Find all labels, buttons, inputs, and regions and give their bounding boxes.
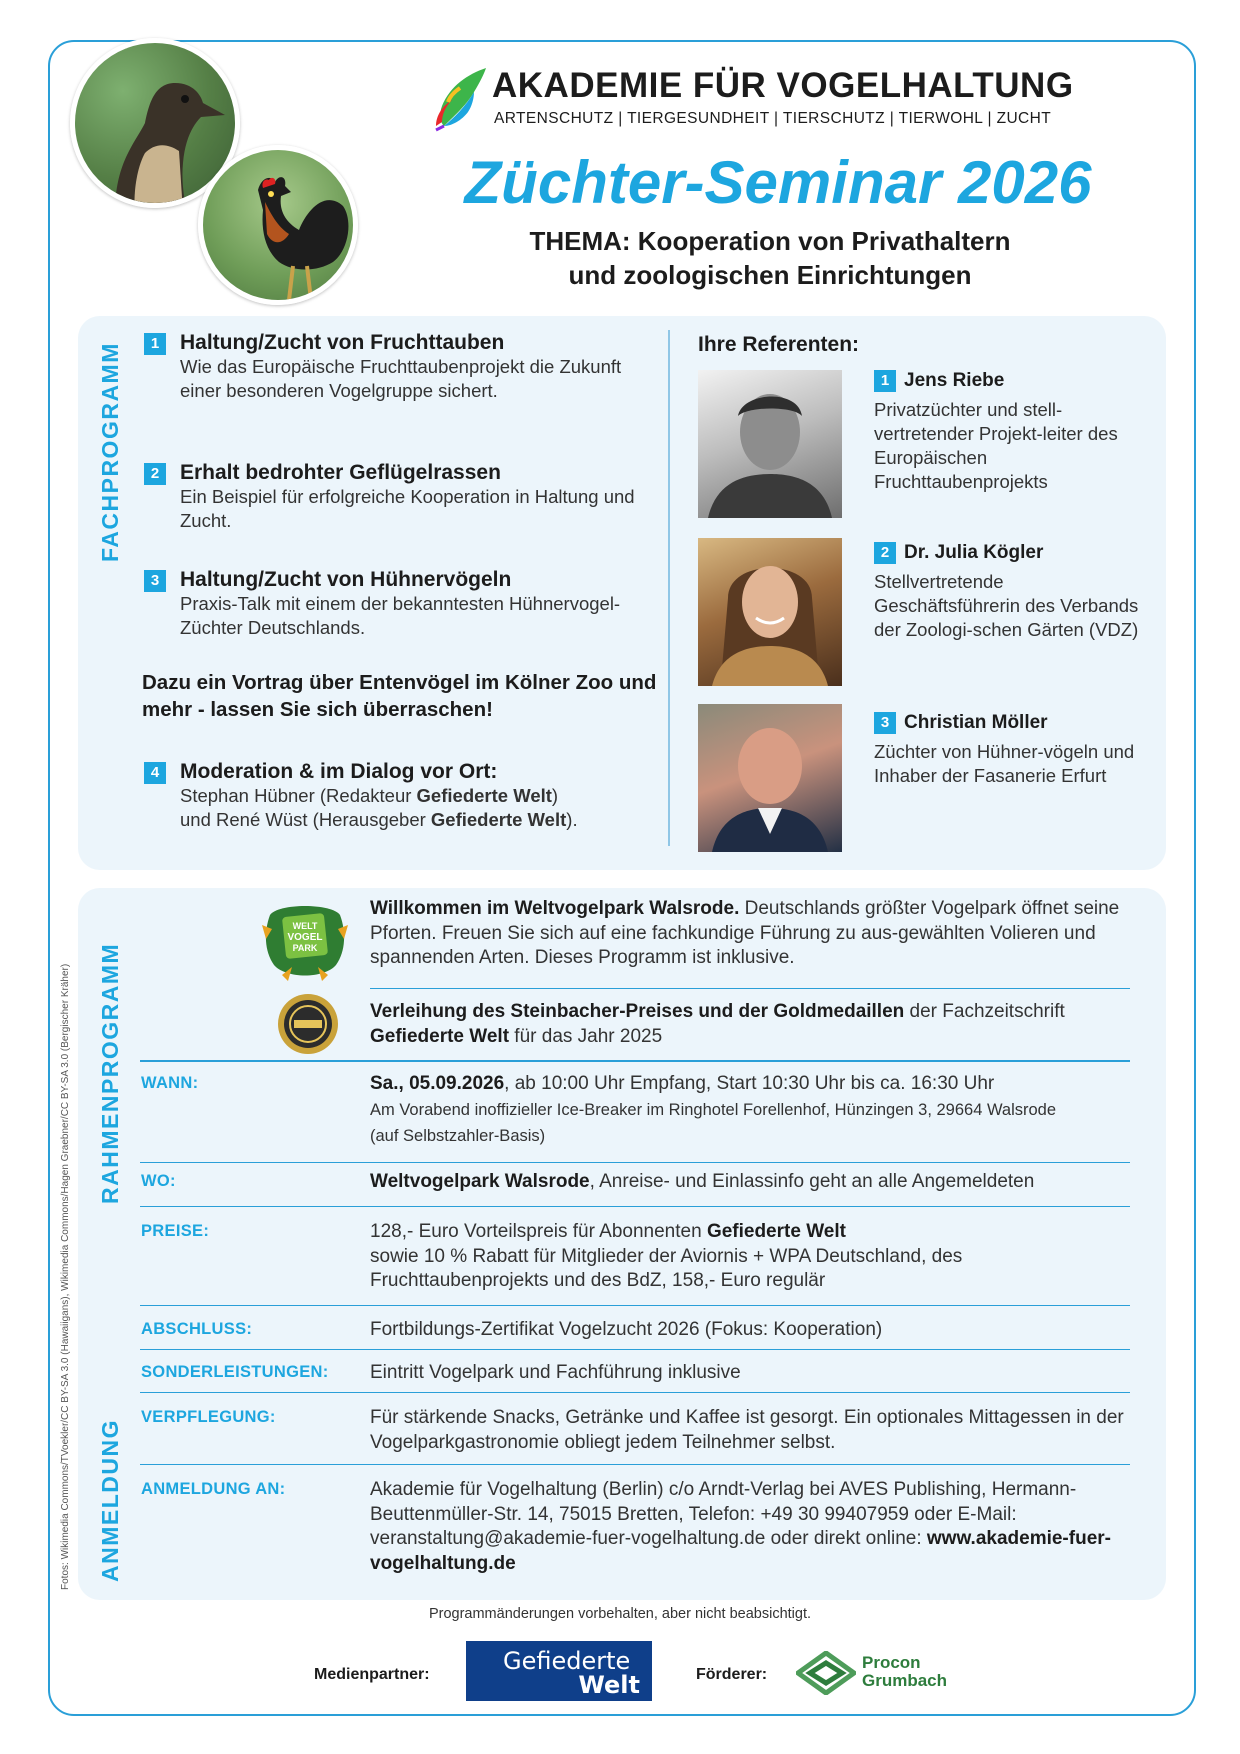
program-item-1 xyxy=(144,333,664,403)
moderator-2-end: ). xyxy=(566,809,578,831)
program-item-desc: Praxis-Talk mit einem der bekanntesten Hühnervogel-Züchter Deutschlands. xyxy=(180,593,621,639)
award-text xyxy=(370,1000,1140,1049)
media-logo-line-1: Gefiederte xyxy=(503,1647,631,1675)
park-logo-line-2: VOGEL xyxy=(287,932,323,943)
abschluss-label: ABSCHLUSS: xyxy=(141,1320,253,1338)
speaker-role: Stellvertretende Geschäftsführerin des Verbands der Zoologi-schen Gärten (VDZ) xyxy=(874,571,1139,641)
program-item-desc: Wie das Europäische Fruchttaubenprojekt die Zukunft einer besonderen Vogelgruppe sichert. xyxy=(180,356,622,402)
program-item-desc: Ein Beispiel für erfolgreiche Kooperation in Haltung und Zucht. xyxy=(180,486,635,532)
program-item-3 xyxy=(144,570,664,640)
fachprogramm-label: FACHPROGRAMM xyxy=(97,342,123,562)
program-item-2 xyxy=(144,463,664,533)
extra-program-note: Dazu ein Vortrag über Entenvögel im Kölner Zoo und mehr - lassen Sie sich überraschen! xyxy=(142,671,657,721)
speaker-name-text: Dr. Julia Kögler xyxy=(904,542,1044,563)
footer-note: Programmänderungen vorbehalten, aber nicht beabsichtigt. xyxy=(428,1606,812,1622)
speaker-3 xyxy=(874,712,1144,788)
award-lead: Verleihung des Steinbacher-Preises und der Goldmedaillen xyxy=(370,1001,905,1022)
speaker-portrait-3 xyxy=(698,704,842,852)
magazine-name: Gefiederte Welt xyxy=(430,809,567,831)
sonderleistungen-value: Eintritt Vogelpark und Fachführung inklusive xyxy=(370,1362,741,1383)
sonderleistungen-label: SONDERLEISTUNGEN: xyxy=(141,1363,329,1381)
wo-value xyxy=(370,1170,1150,1195)
speaker-1 xyxy=(874,370,1144,494)
price-discounts: sowie 10 % Rabatt für Mitglieder der Aviornis + WPA Deutschland, des Fruchttaubenprojekts und des BdZ, 158,- Euro regulär xyxy=(370,1245,963,1292)
award-end: für das Jahr 2025 xyxy=(509,1025,663,1047)
speaker-portrait-2 xyxy=(698,538,842,686)
registration-address: Akademie für Vogelhaltung (Berlin) c/o Arndt-Verlag bei AVES Publishing, Hermann-Beuttenmüller-Str. 14, 75015 Bretten, Telefon: +49 30 99407959 oder E-Mail: veranstaltung@akademie-fuer-vogelhaltung.de oder direkt online: xyxy=(370,1479,1077,1550)
magazine-name: Gefiederte Welt xyxy=(416,785,552,806)
speaker-number-badge: 2 xyxy=(874,542,896,564)
park-logo-line-3: PARK xyxy=(292,943,318,953)
verpflegung-label: VERPFLEGUNG: xyxy=(141,1408,276,1426)
speaker-name-text: Jens Riebe xyxy=(904,370,1005,391)
anmeldung-an-label: ANMELDUNG AN: xyxy=(141,1480,286,1498)
magazine-name: Gefiederte Welt xyxy=(370,1025,510,1047)
rooster-photo xyxy=(198,145,358,305)
speaker-number-badge: 3 xyxy=(874,712,896,734)
park-welcome-lead: Willkommen im Weltvogelpark Walsrode. xyxy=(370,898,740,919)
seminar-topic xyxy=(430,225,1110,293)
moderator-1-end: ) xyxy=(551,785,559,806)
program-item-title: Haltung/Zucht von Hühnervögeln xyxy=(180,568,512,591)
speaker-photo-christian-moeller xyxy=(698,704,842,852)
preise-value xyxy=(370,1220,1030,1294)
divider xyxy=(140,1162,1130,1163)
program-item-title: Erhalt bedrohter Geflügelrassen xyxy=(180,461,501,484)
speakers-heading: Ihre Referenten: xyxy=(698,333,860,356)
weltvogelpark-logo xyxy=(262,895,348,981)
speaker-name xyxy=(874,542,1144,564)
program-item-title: Haltung/Zucht von Fruchttauben xyxy=(180,331,505,354)
speaker-number-badge: 1 xyxy=(874,370,896,392)
speaker-photo-julia-koegler xyxy=(698,538,842,686)
procon-grumbach-logo-icon xyxy=(796,1651,856,1695)
speaker-portrait-1 xyxy=(698,370,842,518)
speaker-role: Züchter von Hühner-vögeln und Inhaber der Fasanerie Erfurt xyxy=(874,741,1135,787)
sponsor-label: Förderer: xyxy=(696,1666,768,1683)
price-subscriber-text: 128,- Euro Vorteilspreis für Abonnenten xyxy=(370,1221,707,1242)
preise-label: PREISE: xyxy=(141,1222,210,1240)
speaker-photo-jens-riebe xyxy=(698,370,842,518)
speaker-name xyxy=(874,712,1144,734)
event-time: , ab 10:00 Uhr Empfang, Start 10:30 Uhr bis ca. 16:30 Uhr xyxy=(504,1073,995,1094)
wann-value xyxy=(370,1072,1150,1149)
speaker-2 xyxy=(874,542,1144,642)
magazine-name: Gefiederte Welt xyxy=(706,1221,846,1242)
anmeldung-label: ANMELDUNG xyxy=(97,1419,123,1582)
program-item-4 xyxy=(144,762,684,832)
divider xyxy=(140,1305,1130,1306)
sponsor-line-2: Grumbach xyxy=(862,1670,948,1690)
divider xyxy=(370,988,1130,989)
divider xyxy=(140,1206,1130,1207)
moderator-1-text: Stephan Hübner (Redakteur xyxy=(180,785,417,806)
icebreaker-note: Am Vorabend inoffizieller Ice-Breaker im Ringhotel Forellenhof, Hünzingen 3, 29664 Walsrode (auf Selbstzahler-Basis) xyxy=(370,1100,1057,1146)
program-item-title: Moderation & im Dialog vor Ort: xyxy=(180,760,498,783)
event-date: Sa., 05.09.2026 xyxy=(370,1073,505,1094)
venue-info: , Anreise- und Einlassinfo geht an alle Angemeldeten xyxy=(589,1171,1035,1192)
academy-logo-feather-icon xyxy=(430,66,490,132)
speaker-name-text: Christian Möller xyxy=(904,712,1048,733)
abschluss-value: Fortbildungs-Zertifikat Vogelzucht 2026 (Fokus: Kooperation) xyxy=(370,1319,883,1340)
media-partner-label: Medienpartner: xyxy=(314,1666,430,1683)
registration-website-link[interactable]: www.akademie-fuer-vogelhaltung.de xyxy=(370,1528,1111,1575)
photo-credit: Fotos: Wikimedia Commons/TVoekler/CC BY-SA 3.0 (Hawaiigans), Wikimedia Commons/Hagen Graebner/CC BY-SA 3.0 (Bergischer Kräher) xyxy=(60,963,71,1590)
item-number-badge: 4 xyxy=(144,762,166,784)
venue-name: Weltvogelpark Walsrode xyxy=(370,1171,590,1192)
column-divider xyxy=(668,330,670,846)
topic-line-2: und zoologischen Einrichtungen xyxy=(568,259,972,290)
academy-name: AKADEMIE FÜR VOGELHALTUNG xyxy=(492,66,1074,105)
divider xyxy=(140,1392,1130,1393)
speaker-name xyxy=(874,370,1144,392)
moderation-line-1 xyxy=(180,784,684,808)
moderation-line-2 xyxy=(180,808,684,832)
anmeldung-an-value xyxy=(370,1478,1130,1577)
procon-grumbach-wordmark xyxy=(862,1654,947,1690)
seminar-title: Züchter-Seminar 2026 xyxy=(464,149,1092,216)
steinbacher-medal-icon xyxy=(276,992,340,1056)
wann-main xyxy=(370,1072,1150,1097)
sponsor-line-1: Procon xyxy=(862,1653,921,1672)
topic-line-1: THEMA: Kooperation von Privathaltern xyxy=(529,226,1011,256)
wann-label: WANN: xyxy=(141,1074,199,1092)
price-subscriber xyxy=(370,1220,1030,1245)
wo-label: WO: xyxy=(141,1172,176,1190)
divider xyxy=(140,1349,1130,1350)
item-number-badge: 1 xyxy=(144,333,166,355)
award-mid: der Fachzeitschrift xyxy=(904,1001,1065,1022)
item-number-badge: 3 xyxy=(144,570,166,592)
verpflegung-value: Für stärkende Snacks, Getränke und Kaffee ist gesorgt. Ein optionales Mittagessen in der Vogelparkgastronomie obliegt jedem Teilnehmer selbst. xyxy=(370,1407,1124,1453)
divider xyxy=(140,1060,1130,1062)
moderator-2-text: und René Wüst (Herausgeber xyxy=(180,809,431,831)
gefiederte-welt-logo xyxy=(466,1641,652,1701)
rahmenprogramm-label: RAHMENPROGRAMM xyxy=(97,942,123,1204)
divider xyxy=(140,1464,1130,1465)
speaker-role: Privatzüchter und stell-vertretender Projekt-leiter des Europäischen Fruchttaubenprojekts xyxy=(874,399,1118,493)
item-number-badge: 2 xyxy=(144,463,166,485)
academy-tagline: ARTENSCHUTZ | TIERGESUNDHEIT | TIERSCHUTZ | TIERWOHL | ZUCHT xyxy=(494,110,1052,127)
park-welcome-body: Deutschlands größter Vogelpark öffnet seine Pforten. Freuen Sie sich auf eine fachkundige Führung zu aus-gewählten Volieren und spannenden Arten. Dieses Programm ist inklusive. xyxy=(370,898,1120,969)
media-logo-line-2: Welt xyxy=(578,1671,640,1699)
park-logo-line-1: WELT xyxy=(292,921,318,931)
park-welcome-text xyxy=(370,897,1140,971)
